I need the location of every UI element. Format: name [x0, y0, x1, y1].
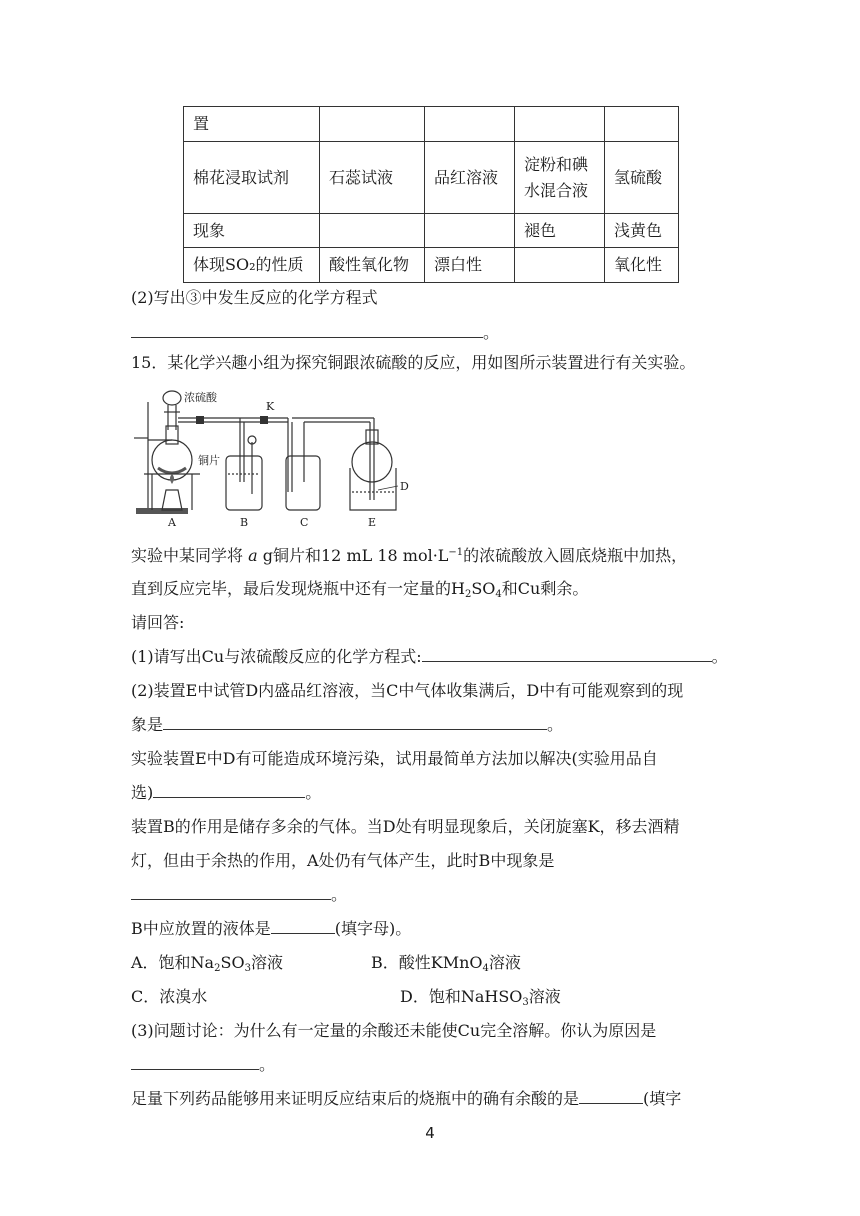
table-cell: [515, 107, 605, 142]
table-cell: [425, 214, 515, 248]
text-span: SO: [220, 953, 245, 972]
text-span: B．酸性KMnO: [371, 953, 483, 972]
table-cell: 浅黄色: [605, 214, 679, 248]
table-row: [184, 107, 679, 142]
q2-line-1: (2)装置E中试管D内盛品红溶液，当C中气体收集满后，D中有可能观察到的现: [131, 681, 684, 700]
table-cell: 酸性氧化物: [320, 248, 425, 283]
q2-equation-prompt: (2)写出③中发生反应的化学方程式: [131, 288, 378, 307]
answer-blank[interactable]: [163, 715, 547, 730]
b-line-3: [131, 885, 347, 905]
answer-blank[interactable]: [271, 919, 335, 934]
env-line-1: 实验装置E中D有可能造成环境污染，试用最简单方法加以解决(实验用品自: [131, 749, 658, 768]
answer-blank[interactable]: [131, 323, 483, 338]
period: 。: [483, 323, 500, 342]
subscript: 4: [482, 963, 489, 974]
period: 。: [259, 1055, 276, 1074]
please-answer: 请回答:: [131, 613, 185, 632]
label-copper: 铜片: [198, 454, 220, 467]
label-e: E: [368, 516, 377, 529]
so2-properties-table: [183, 106, 679, 283]
option-c: C．浓溴水: [131, 987, 208, 1006]
text-span: 溶液: [488, 953, 521, 972]
table-cell: 体现SO₂的性质: [184, 248, 320, 283]
label-a: A: [168, 516, 176, 529]
option-a: [131, 953, 283, 973]
b-line-1: 装置B的作用是储存多余的气体。当D处有明显现象后，关闭旋塞K，移去酒精: [131, 817, 680, 836]
q1-line: [131, 647, 728, 667]
period: 。: [331, 885, 348, 904]
experiment-line-1: [131, 546, 687, 566]
q2-text: 象是: [131, 715, 164, 734]
alcohol-lamp: [162, 490, 182, 510]
text-span: 实验中某同学将: [131, 546, 244, 565]
table-row: [184, 142, 679, 214]
table-cell: [320, 107, 425, 142]
table-cell: 氧化性: [605, 248, 679, 283]
variable-a: a: [248, 546, 258, 565]
table-cell-line: 淀粉和碘: [524, 154, 589, 174]
table-cell: 品红溶液: [425, 142, 515, 214]
q3-line-1: (3)问题讨论：为什么有一定量的余酸还未能使Cu完全溶解。你认为原因是: [131, 1021, 657, 1040]
label-valve: K: [266, 400, 275, 413]
table-cell: [320, 214, 425, 248]
table-cell: [515, 248, 605, 283]
table-cell: [605, 107, 679, 142]
b-liquid-line: [131, 919, 411, 939]
table-cell: 褪色: [515, 214, 605, 248]
b-line-2: 灯，但由于余热的作用，A处仍有气体产生，此时B中现象是: [131, 851, 555, 870]
text-span: B中应放置的液体是: [131, 919, 271, 938]
env-line-2: [131, 783, 321, 803]
apparatus-diagram: [128, 382, 418, 530]
period: 。: [305, 783, 322, 802]
answer-blank[interactable]: [131, 1055, 259, 1070]
subscript: 2: [464, 589, 472, 600]
table-cell: 棉花浸取试剂: [184, 142, 320, 214]
text-span: D．饱和NaHSO: [400, 987, 523, 1006]
period: 。: [547, 715, 564, 734]
table-cell: 石蕊试液: [320, 142, 425, 214]
answer-blank[interactable]: [153, 783, 305, 798]
label-d: D: [400, 480, 409, 493]
funnel: [163, 391, 181, 405]
question-15-title: 15．某化学兴趣小组为探究铜跟浓硫酸的反应，用如图所示装置进行有关实验。: [131, 353, 696, 372]
copper-pieces: [158, 468, 186, 473]
label-c: C: [300, 516, 309, 529]
answer-line: [131, 323, 499, 343]
text-span: A．饱和Na: [131, 953, 215, 972]
label-b: B: [240, 516, 249, 529]
text-span: 溶液: [250, 953, 283, 972]
q1-text: (1)请写出Cu与浓硫酸反应的化学方程式:: [131, 647, 422, 666]
q2-line-2: [131, 715, 563, 735]
bottle-c: [286, 456, 320, 510]
page-number: 4: [425, 1124, 435, 1142]
text-span: (填字母)。: [334, 919, 412, 938]
option-b: [371, 953, 521, 973]
text-span: 和Cu剩余。: [501, 579, 589, 598]
table-cell: 置: [184, 107, 320, 142]
period: 。: [711, 647, 728, 666]
last-line: [131, 1089, 681, 1109]
text-span: (填字: [643, 1089, 682, 1108]
subscript: 4: [495, 589, 502, 600]
superscript: −1: [448, 547, 464, 558]
flask-e: [352, 442, 392, 482]
option-d: [400, 987, 561, 1007]
answer-blank[interactable]: [422, 647, 712, 662]
answer-blank[interactable]: [131, 885, 331, 900]
table-cell: 现象: [184, 214, 320, 248]
subscript: 3: [244, 963, 251, 974]
text-span: g铜片和12 mL 18 mol·L: [262, 546, 449, 565]
table-cell: [425, 107, 515, 142]
table-cell-line: 水混合液: [524, 180, 589, 200]
text-span: 直到反应完毕，最后发现烧瓶中还有一定量的H: [131, 579, 465, 598]
text-span: 溶液: [528, 987, 561, 1006]
experiment-line-2: [131, 579, 588, 599]
table-row: [184, 214, 679, 248]
subscript: 3: [522, 997, 529, 1008]
table-cell: 漂白性: [425, 248, 515, 283]
label-acid: 浓硫酸: [184, 391, 217, 404]
text-span: SO: [471, 579, 496, 598]
table-cell: [515, 142, 605, 214]
table-row: [184, 248, 679, 283]
text-span: 足量下列药品能够用来证明反应结束后的烧瓶中的确有余酸的是: [131, 1089, 580, 1108]
answer-blank[interactable]: [579, 1089, 643, 1104]
text-span: 的浓硫酸放入圆底烧瓶中加热，: [463, 546, 688, 565]
q3-line-2: [131, 1055, 275, 1075]
env-text: 选): [131, 783, 154, 802]
subscript: 2: [214, 963, 221, 974]
table-cell: 氢硫酸: [605, 142, 679, 214]
